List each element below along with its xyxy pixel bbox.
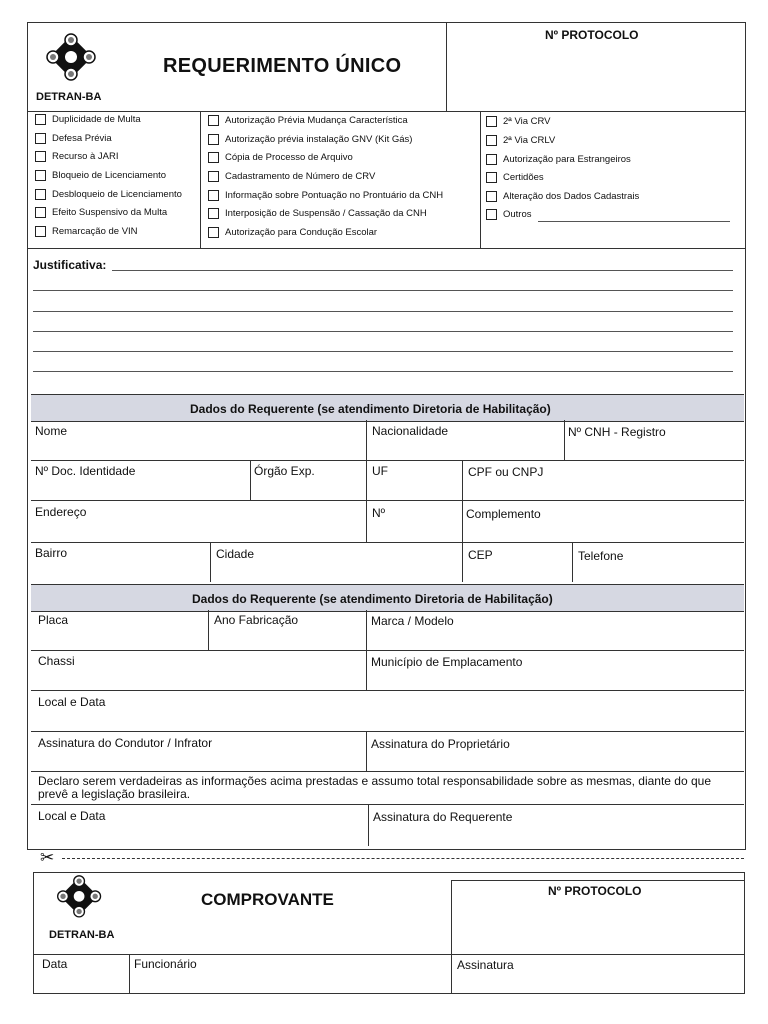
- receipt-logo-text: DETRAN-BA: [49, 929, 115, 941]
- detran-logo-icon: [42, 32, 102, 88]
- field-ano-fabricacao[interactable]: Ano Fabricação: [214, 613, 299, 627]
- logo-text: DETRAN-BA: [36, 91, 102, 103]
- option-recurso-jari[interactable]: Recurso à JARI: [35, 151, 119, 162]
- receipt-field-funcionario[interactable]: Funcionário: [134, 957, 197, 971]
- outros-input-line[interactable]: [538, 221, 730, 222]
- field-doc-identidade[interactable]: Nº Doc. Identidade: [35, 464, 136, 478]
- checkbox[interactable]: [208, 171, 219, 182]
- option-mudanca-caracteristica[interactable]: Autorização Prévia Mudança Característica: [208, 115, 408, 126]
- checkbox[interactable]: [486, 209, 497, 220]
- checkbox[interactable]: [35, 189, 46, 200]
- cut-line: [62, 858, 744, 859]
- checkbox[interactable]: [35, 133, 46, 144]
- declaracao-text: Declaro serem verdadeiras as informações acima prestadas e assumo total responsabilidade sobre as mesmas, diante do que prevê a legislação brasileira.: [38, 774, 712, 801]
- field-telefone[interactable]: Telefone: [578, 549, 624, 563]
- receipt-field-data[interactable]: Data: [42, 957, 68, 971]
- checkbox[interactable]: [486, 135, 497, 146]
- checkbox[interactable]: [208, 115, 219, 126]
- field-municipio[interactable]: Município de Emplacamento: [371, 655, 523, 669]
- field-bairro[interactable]: Bairro: [35, 546, 68, 560]
- checkbox[interactable]: [208, 208, 219, 219]
- field-placa[interactable]: Placa: [38, 613, 69, 627]
- checkbox[interactable]: [35, 226, 46, 237]
- checkbox[interactable]: [35, 207, 46, 218]
- field-cnh-registro[interactable]: Nº CNH - Registro: [568, 425, 666, 439]
- option-certidoes[interactable]: Certidões: [486, 172, 544, 183]
- field-assinatura-condutor[interactable]: Assinatura do Condutor / Infrator: [38, 736, 213, 750]
- receipt-field-assinatura[interactable]: Assinatura: [457, 958, 514, 972]
- detran-logo-icon: [52, 874, 108, 924]
- field-assinatura-requerente[interactable]: Assinatura do Requerente: [373, 810, 513, 824]
- field-chassi[interactable]: Chassi: [38, 654, 75, 668]
- field-uf[interactable]: UF: [372, 464, 388, 478]
- option-informacao-pontuacao[interactable]: Informação sobre Pontuação no Prontuário da CNH: [208, 190, 443, 201]
- protocolo-label: Nº PROTOCOLO: [545, 28, 639, 42]
- receipt-title: COMPROVANTE: [201, 890, 334, 909]
- checkbox[interactable]: [486, 154, 497, 165]
- field-assinatura-proprietario[interactable]: Assinatura do Proprietário: [371, 737, 510, 751]
- option-conducao-escolar[interactable]: Autorização para Condução Escolar: [208, 227, 377, 238]
- option-2via-crlv[interactable]: 2ª Via CRLV: [486, 135, 555, 146]
- option-duplicidade-multa[interactable]: Duplicidade de Multa: [35, 114, 141, 125]
- scissors-icon: ✂: [40, 848, 55, 867]
- checkbox[interactable]: [35, 151, 46, 162]
- field-orgao-exp[interactable]: Órgão Exp.: [254, 464, 315, 478]
- option-defesa-previa[interactable]: Defesa Prévia: [35, 133, 112, 144]
- form-title: REQUERIMENTO ÚNICO: [163, 55, 402, 77]
- field-complemento[interactable]: Complemento: [466, 507, 541, 521]
- field-endereco[interactable]: Endereço: [35, 505, 87, 519]
- checkbox[interactable]: [486, 191, 497, 202]
- option-bloqueio-licenciamento[interactable]: Bloqueio de Licenciamento: [35, 170, 166, 181]
- checkbox[interactable]: [486, 116, 497, 127]
- option-alteracao-dados[interactable]: Alteração dos Dados Cadastrais: [486, 191, 639, 202]
- option-copia-processo[interactable]: Cópia de Processo de Arquivo: [208, 152, 353, 163]
- field-nome[interactable]: Nome: [35, 424, 68, 438]
- option-desbloqueio-licenciamento[interactable]: Desbloqueio de Licenciamento: [35, 189, 182, 200]
- field-cidade[interactable]: Cidade: [216, 547, 255, 561]
- field-cep[interactable]: CEP: [468, 548, 493, 562]
- checkbox[interactable]: [486, 172, 497, 183]
- field-local-data-2[interactable]: Local e Data: [38, 809, 106, 823]
- option-remarcacao-vin[interactable]: Remarcação de VIN: [35, 226, 138, 237]
- option-2via-crv[interactable]: 2ª Via CRV: [486, 116, 551, 127]
- option-outros[interactable]: Outros: [486, 209, 532, 220]
- section2-title: Dados do Requerente (se atendimento Diretoria de Habilitação): [192, 592, 553, 606]
- field-nacionalidade[interactable]: Nacionalidade: [372, 424, 449, 438]
- field-cpf-cnpj[interactable]: CPF ou CNPJ: [468, 465, 544, 479]
- field-local-data[interactable]: Local e Data: [38, 695, 106, 709]
- option-cadastramento-crv[interactable]: Cadastramento de Número de CRV: [208, 171, 375, 182]
- justificativa-label: Justificativa:: [33, 258, 107, 272]
- checkbox[interactable]: [208, 190, 219, 201]
- option-estrangeiros[interactable]: Autorização para Estrangeiros: [486, 154, 631, 165]
- receipt-logo: [52, 874, 108, 924]
- detran-logo: [42, 32, 102, 88]
- option-efeito-suspensivo[interactable]: Efeito Suspensivo da Multa: [35, 207, 167, 218]
- checkbox[interactable]: [35, 114, 46, 125]
- option-instalacao-gnv[interactable]: Autorização prévia instalação GNV (Kit Gás): [208, 134, 412, 145]
- field-marca-modelo[interactable]: Marca / Modelo: [371, 614, 454, 628]
- receipt-protocolo-label: Nº PROTOCOLO: [548, 884, 642, 898]
- checkbox[interactable]: [35, 170, 46, 181]
- checkbox[interactable]: [208, 134, 219, 145]
- option-interposicao-suspensao[interactable]: Interposição de Suspensão / Cassação da CNH: [208, 208, 427, 219]
- checkbox[interactable]: [208, 227, 219, 238]
- section1-title: Dados do Requerente (se atendimento Diretoria de Habilitação): [190, 402, 551, 416]
- checkbox[interactable]: [208, 152, 219, 163]
- field-numero[interactable]: Nº: [372, 506, 386, 520]
